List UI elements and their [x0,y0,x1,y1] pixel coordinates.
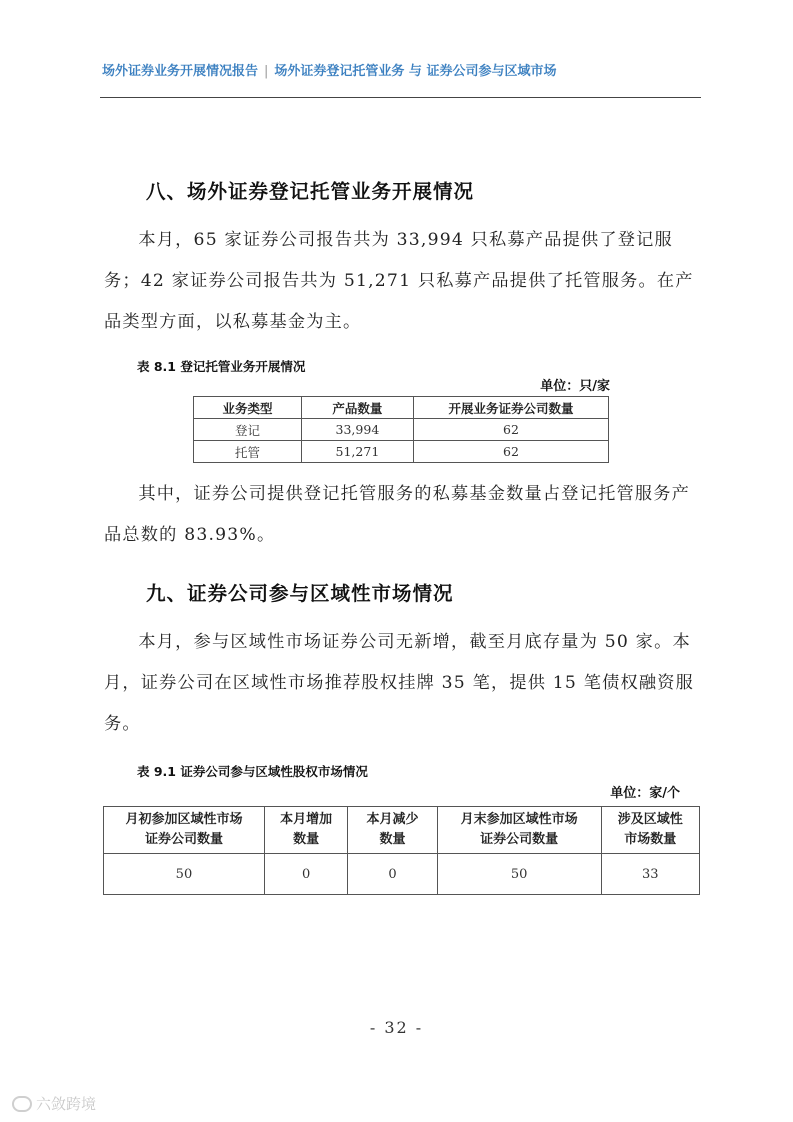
table-header-row [104,807,700,854]
table-row [104,854,700,895]
table-8-1 [193,396,609,463]
table-row [194,441,609,463]
table-9-1-unit: 单位：家/个 [610,786,680,801]
header-divider [100,97,701,98]
header-line: 本月减少 [366,812,419,827]
table-cell: 托管 [194,441,302,463]
table-header-cell: 业务类型 [194,397,302,419]
watermark-logo-icon [12,1096,32,1112]
table-header-cell [264,807,347,854]
page-number: - 32 - [369,1018,424,1037]
table-cell: 62 [413,441,608,463]
header-line: 证券公司数量 [144,832,223,847]
table-8-1-unit: 单位：只/家 [540,379,610,394]
table-header-cell: 开展业务证券公司数量 [413,397,608,419]
section-9-heading: 九、证券公司参与区域性市场情况 [146,582,454,605]
header-line: 证券公司数量 [480,832,559,847]
header-line: 市场数量 [624,832,677,847]
header-line: 数量 [379,832,406,847]
table-header-cell [601,807,699,854]
section-9-paragraph-1: 本月，参与区域性市场证券公司无新增，截至月底存量为 50 家。本月，证券公司在区域性市场推荐股权挂牌 35 笔，提供 15 笔债权融资服务。 [104,632,695,734]
table-header-cell [348,807,437,854]
header-right-title: 场外证券登记托管业务 与 证券公司参与区域市场 [274,64,557,79]
running-header [102,60,700,79]
table-cell: 50 [104,854,265,895]
section-8-paragraph-2: 其中，证券公司提供登记托管服务的私募基金数量占登记托管服务产品总数的 83.93%。 [104,484,691,545]
table-cell: 0 [348,854,437,895]
table-9-1 [103,806,700,895]
table-header-cell [437,807,601,854]
table-cell: 51,271 [301,441,413,463]
watermark [12,1093,96,1114]
table-cell: 33 [601,854,699,895]
watermark-text: 六敛跨境 [36,1095,97,1113]
table-header-row [194,397,609,419]
section-8-heading: 八、场外证券登记托管业务开展情况 [146,180,475,203]
table-row [194,419,609,441]
header-line: 月初参加区域性市场 [125,812,243,827]
table-8-1-caption: 表 8.1 登记托管业务开展情况 [137,359,306,374]
header-line: 涉及区域性 [617,812,683,827]
table-cell: 33,994 [301,419,413,441]
header-line: 月末参加区域性市场 [460,812,578,827]
table-9-1-caption: 表 9.1 证券公司参与区域性股权市场情况 [137,764,368,779]
table-cell: 62 [413,419,608,441]
table-cell: 登记 [194,419,302,441]
header-left-title: 场外证券业务开展情况报告 [102,64,259,79]
header-line: 数量 [293,832,320,847]
section-8-paragraph-1: 本月，65 家证券公司报告共为 33,994 只私募产品提供了登记服务；42 家证券公司报告共为 51,271 只私募产品提供了托管服务。在产品类型方面，以私募基金为主。 [104,230,694,332]
header-line: 本月增加 [280,812,333,827]
table-cell: 0 [264,854,347,895]
header-separator: | [264,64,269,79]
table-cell: 50 [437,854,601,895]
table-header-cell: 产品数量 [301,397,413,419]
table-header-cell [104,807,265,854]
